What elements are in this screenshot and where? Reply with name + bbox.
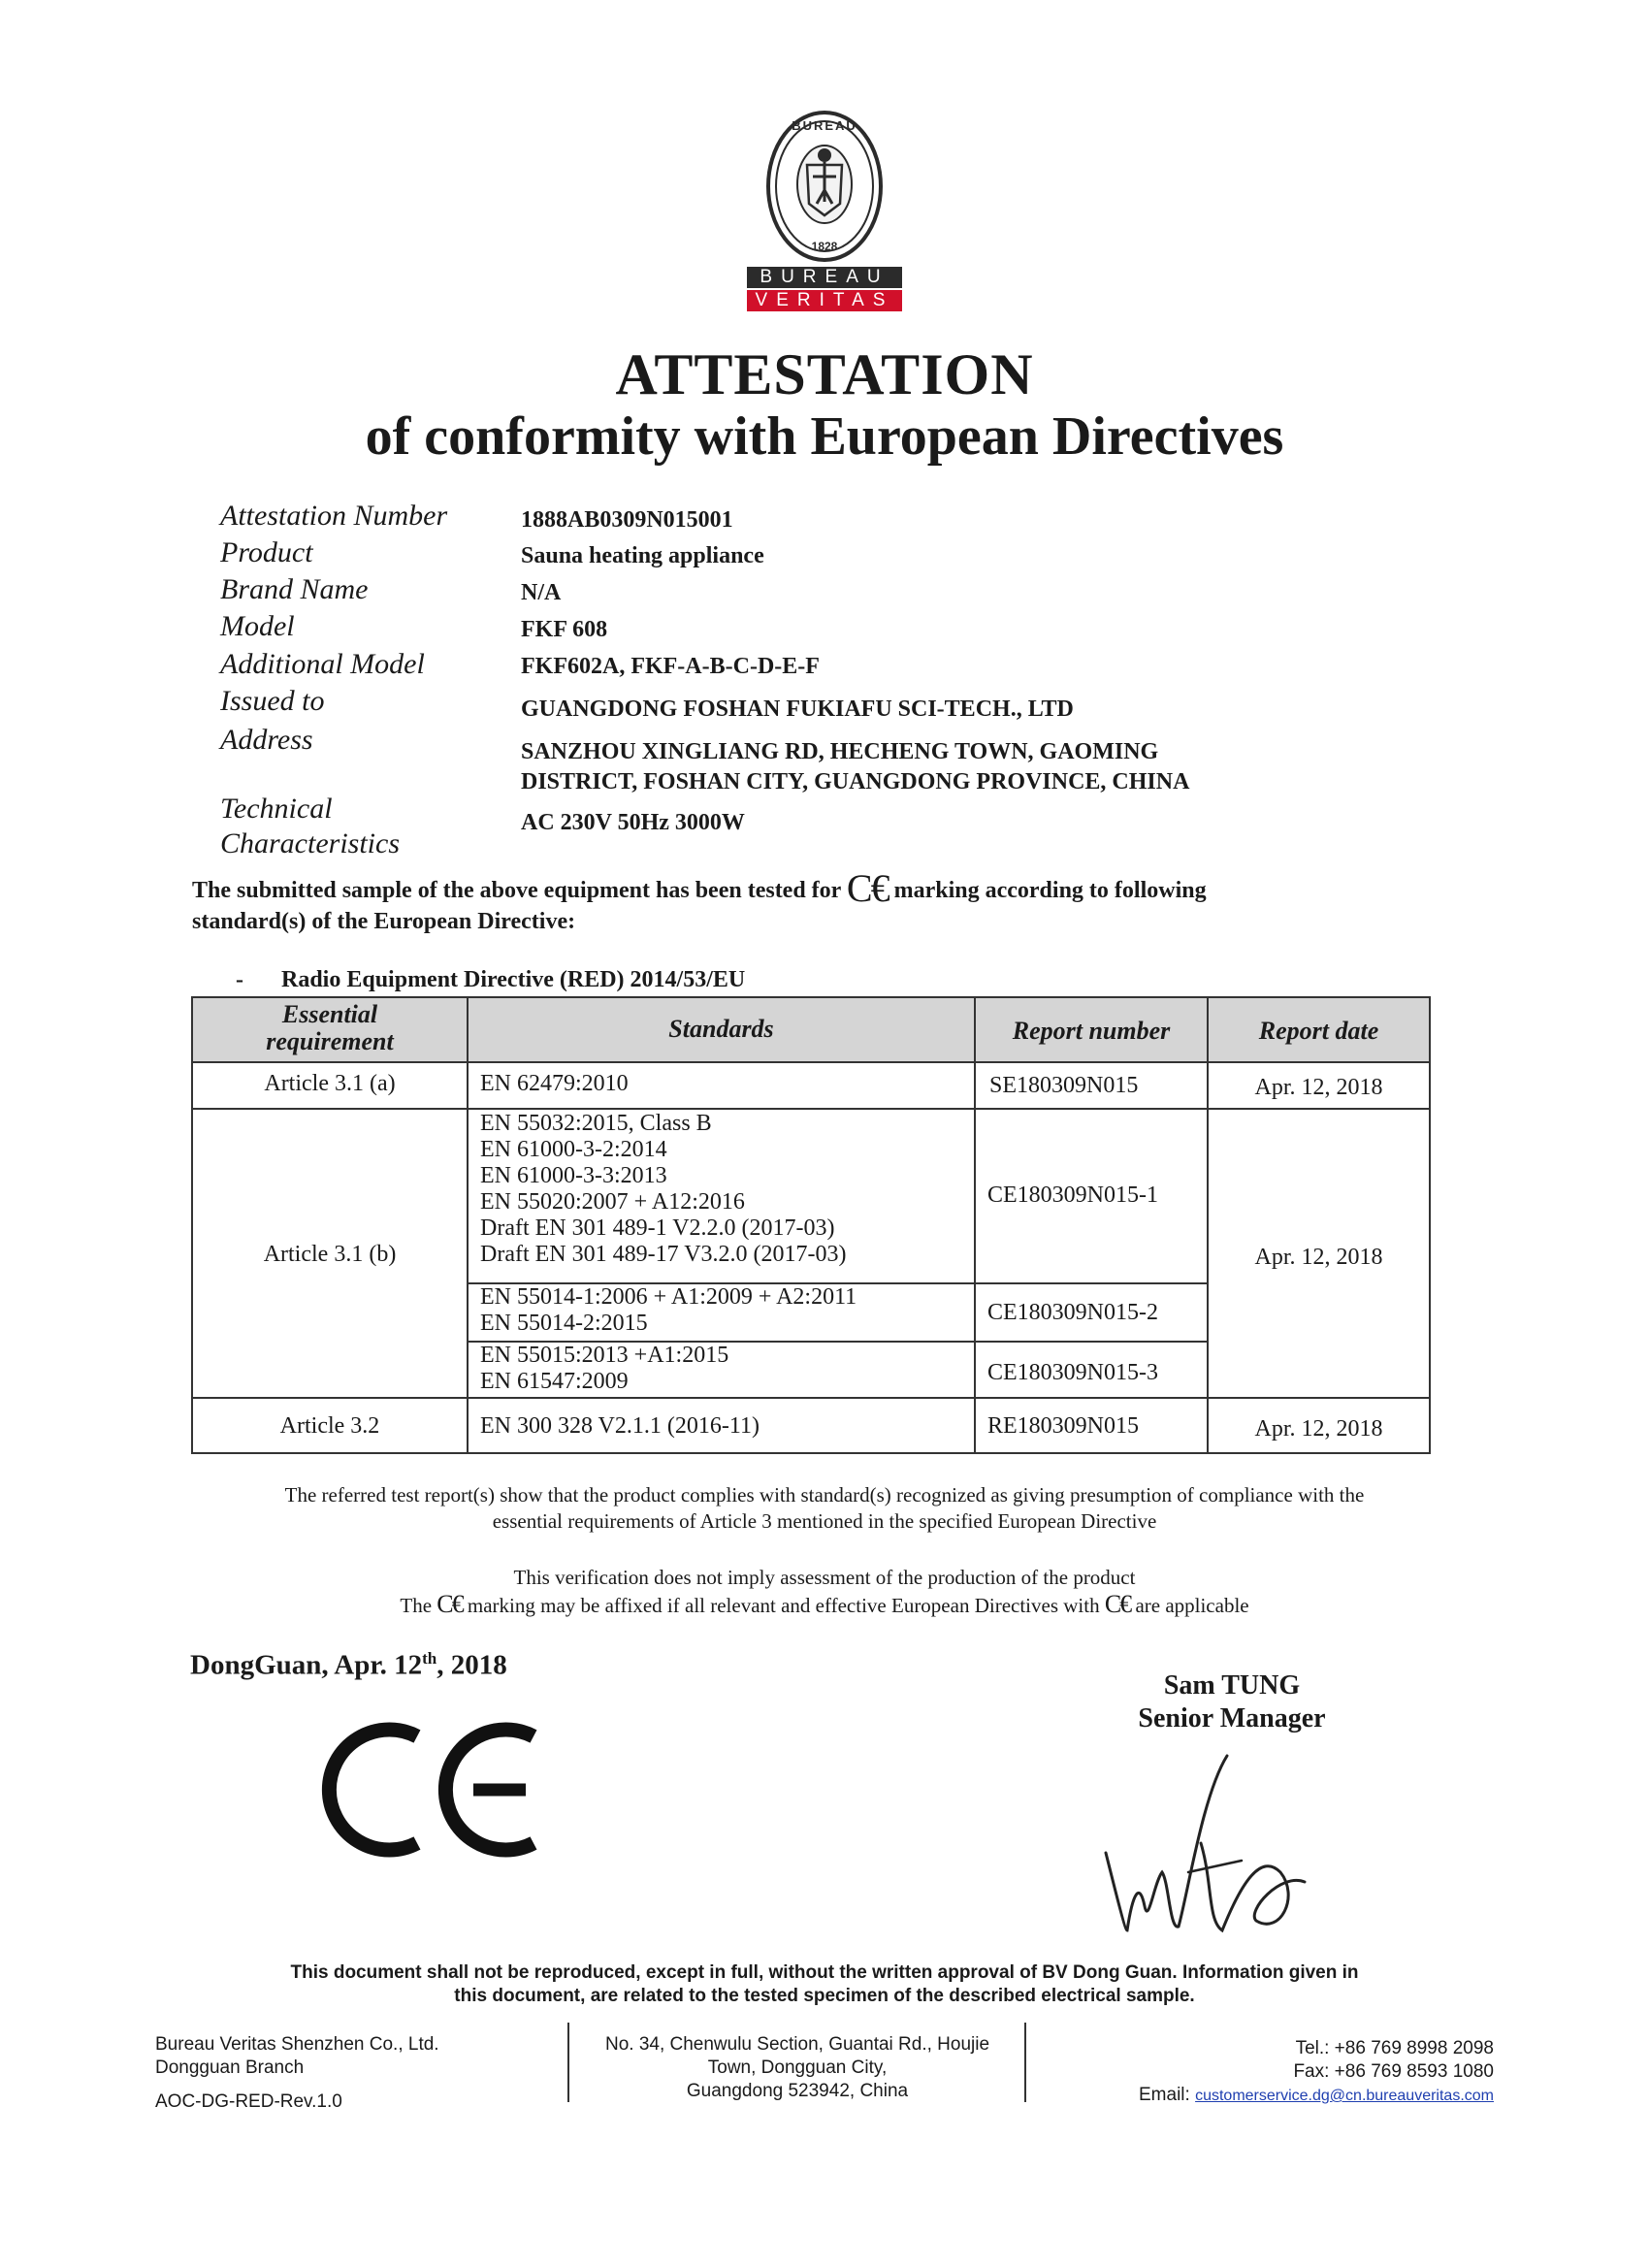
referred-line1: The referred test report(s) show that the product complies with standard(s) recognized as giving presumption of compliance with the xyxy=(284,1483,1365,1507)
ce-mark-large-icon xyxy=(320,1717,553,1863)
footer-company: Bureau Veritas Shenzhen Co., Ltd. Dongguan Branch xyxy=(155,2034,439,2078)
svg-text:1828: 1828 xyxy=(811,240,838,253)
row2-group3-standards: EN 55015:2013 +A1:2015 EN 61547:2009 xyxy=(480,1343,729,1394)
signature-image xyxy=(1086,1736,1319,1960)
technical-label-line1: Technical xyxy=(220,793,333,825)
additional-model-label: Additional Model xyxy=(220,648,425,680)
address-label: Address xyxy=(220,724,313,756)
row2-group3-report: CE180309N015-3 xyxy=(987,1360,1158,1385)
issued-to-value: GUANGDONG FOSHAN FUKIAFU SCI-TECH., LTD xyxy=(521,697,1074,722)
page-title: ATTESTATION xyxy=(615,342,1034,406)
svg-text:BUREAU: BUREAU xyxy=(792,118,857,133)
technical-value: AC 230V 50Hz 3000W xyxy=(521,810,745,835)
row1-date: Apr. 12, 2018 xyxy=(1254,1075,1383,1100)
row2-group2-standards: EN 55014-1:2006 + A1:2009 + A2:2011 EN 55014-2:2015 xyxy=(480,1284,857,1336)
directive-dash: - xyxy=(236,967,243,992)
attestation-number-label: Attestation Number xyxy=(220,500,448,532)
footer-divider-right xyxy=(1024,2023,1026,2102)
signer-title: Senior Manager xyxy=(1138,1703,1326,1733)
logo-band-veritas: VERITAS xyxy=(747,290,902,311)
footer-contact: Tel.: +86 769 8998 2098 Fax: +86 769 8593 1080 Email: customerservice.dg@cn.bureauveritas.com xyxy=(1067,2037,1494,2108)
signer-name: Sam TUNG xyxy=(1163,1670,1301,1701)
footer-divider-left xyxy=(567,2023,569,2102)
brand-value: N/A xyxy=(521,580,562,605)
ce-mark-small-icon: C€ xyxy=(436,1590,463,1618)
brand-label: Brand Name xyxy=(220,573,369,605)
address-line2: DISTRICT, FOSHAN CITY, GUANGDONG PROVINCE, CHINA xyxy=(521,769,1190,794)
header-essential-requirement: Essential requirement xyxy=(266,1000,394,1055)
referred-line2: essential requirements of Article 3 mentioned in the specified European Directive xyxy=(492,1509,1157,1533)
footer-address: No. 34, Chenwulu Section, Guantai Rd., Houjie Town, Dongguan City, Guangdong 523942, China xyxy=(604,2034,990,2101)
address-line1: SANZHOU XINGLIANG RD, HECHENG TOWN, GAOMING xyxy=(521,739,1159,764)
ce-mark-icon: C€ xyxy=(846,866,889,910)
directive-name: Radio Equipment Directive (RED) 2014/53/EU xyxy=(281,967,746,992)
ce-mark-small-icon: C€ xyxy=(1104,1590,1131,1618)
row1-report: SE180309N015 xyxy=(989,1073,1139,1098)
product-label: Product xyxy=(220,536,313,568)
issued-to-label: Issued to xyxy=(220,685,325,717)
bureau-veritas-logo xyxy=(747,107,902,315)
intro-text: The submitted sample of the above equipment has been tested for C€ marking according to following standard(s) of the European Directive: xyxy=(192,866,1207,934)
bureau-veritas-seal-icon xyxy=(747,107,902,267)
disclaimer: This document shall not be reproduced, except in full, without the written approval of BV Dong Guan. Information given in this document, are related to the tested specimen of the described electrical sample. xyxy=(290,1962,1359,2006)
row2-group2-report: CE180309N015-2 xyxy=(987,1300,1158,1325)
attestation-number-value: 1888AB0309N015001 xyxy=(521,507,733,533)
product-value: Sauna heating appliance xyxy=(521,543,764,568)
header-standards: Standards xyxy=(668,1015,774,1043)
page-subtitle: of conformity with European Directives xyxy=(365,406,1284,467)
verification-line: This verification does not imply assessment of the production of the product xyxy=(513,1566,1136,1589)
row3-report: RE180309N015 xyxy=(987,1413,1139,1439)
technical-label-line2: Characteristics xyxy=(220,827,400,859)
footer-fax: Fax: +86 769 8593 1080 xyxy=(1293,2061,1494,2082)
model-label: Model xyxy=(220,610,295,642)
place-date: DongGuan, Apr. 12th, 2018 xyxy=(190,1649,507,1681)
logo-band-bureau: BUREAU xyxy=(747,267,902,288)
row1-standard: EN 62479:2010 xyxy=(480,1071,629,1096)
ce-affix-line: The C€ marking may be affixed if all relevant and effective European Directives with C€ are applicable xyxy=(400,1590,1249,1618)
row3-requirement: Article 3.2 xyxy=(279,1413,380,1439)
row2-requirement: Article 3.1 (b) xyxy=(263,1242,397,1267)
row2-group1-standards: EN 55032:2015, Class B EN 61000-3-2:2014 EN 61000-3-3:2013 EN 55020:2007 + A12:2016 Draft EN 301 489-1 V2.2.0 (2017-03) Draft EN 301 489-17 V3.2.0 (2017-03) xyxy=(480,1111,847,1267)
row3-standard: EN 300 328 V2.1.1 (2016-11) xyxy=(480,1413,760,1439)
row2-group1-report: CE180309N015-1 xyxy=(987,1183,1158,1208)
header-report-number: Report number xyxy=(1012,1017,1171,1045)
footer-email-link[interactable]: customerservice.dg@cn.bureauveritas.com xyxy=(1195,2088,1494,2104)
row1-requirement: Article 3.1 (a) xyxy=(264,1071,396,1096)
footer-tel: Tel.: +86 769 8998 2098 xyxy=(1295,2038,1494,2058)
row3-date: Apr. 12, 2018 xyxy=(1254,1416,1383,1442)
header-report-date: Report date xyxy=(1258,1017,1379,1045)
model-value: FKF 608 xyxy=(521,617,608,642)
row2-date: Apr. 12, 2018 xyxy=(1254,1245,1383,1270)
footer-doc-ref: AOC-DG-RED-Rev.1.0 xyxy=(155,2091,342,2112)
additional-model-value: FKF602A, FKF-A-B-C-D-E-F xyxy=(521,654,820,679)
